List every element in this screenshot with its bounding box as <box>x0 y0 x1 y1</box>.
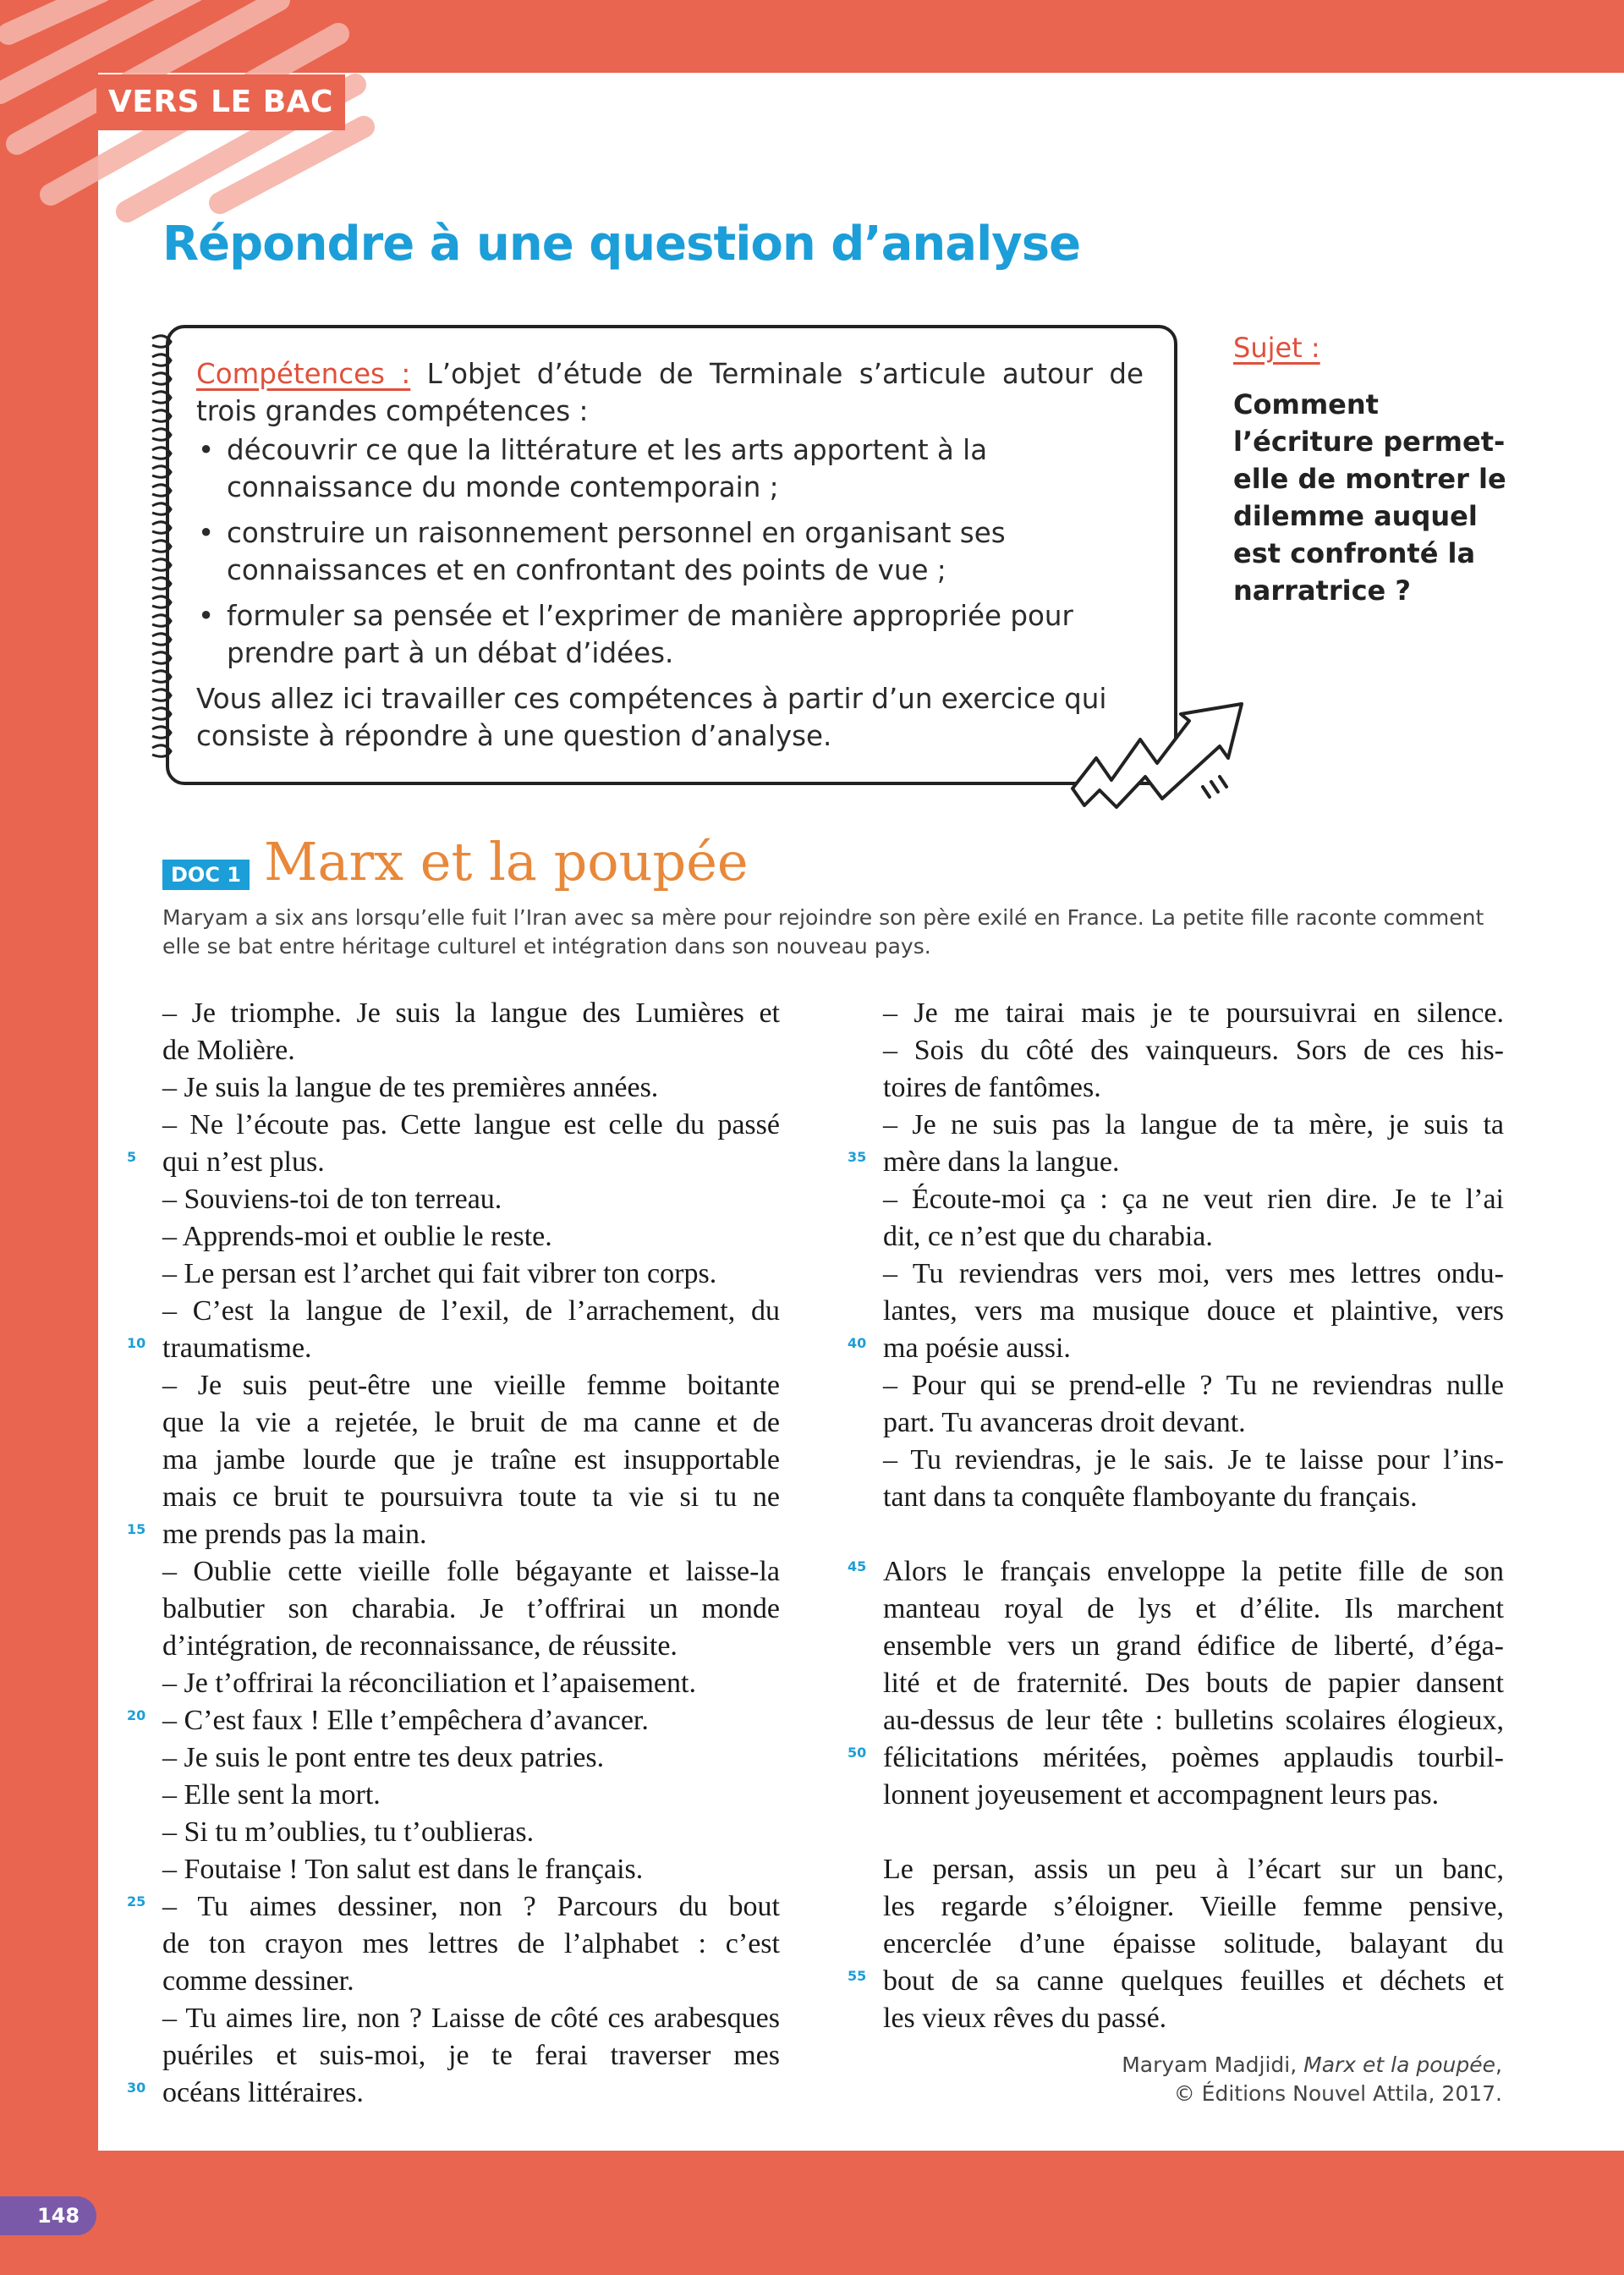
text-line: dit, ce n’est que du charabia. <box>883 1221 1213 1252</box>
source-citation <box>1122 2051 1502 2108</box>
page-title: Répondre à une question d’analyse <box>162 217 1081 272</box>
text-line: d’intégration, de reconnaissance, de réussite. <box>162 1630 678 1662</box>
line-number: 35 <box>848 1149 867 1165</box>
text-line: de ton crayon mes lettres de l’alphabet : c’est <box>162 1928 780 1959</box>
text-line: – Ne l’écoute pas. Cette langue est celle du passé <box>162 1109 780 1140</box>
line-number: 40 <box>848 1335 867 1351</box>
page-number: 148 <box>0 2196 96 2235</box>
line-number: 10 <box>127 1335 146 1351</box>
text-line: puériles et suis-moi, je te ferai traverser mes <box>162 2040 780 2071</box>
competences-text <box>196 355 1144 755</box>
notebook-spiral-icon <box>145 328 183 768</box>
text-line: – C’est la langue de l’exil, de l’arrachement, du <box>162 1295 780 1327</box>
text-line: – Tu reviendras, je le sais. Je te laisse pour l’ins- <box>883 1444 1504 1475</box>
text-line <box>848 1144 1504 1181</box>
line-number: 50 <box>848 1745 867 1761</box>
citation-author: Maryam Madjidi, <box>1122 2052 1304 2077</box>
text-line-content: – C’est faux ! Elle t’empêchera d’avancer. <box>162 1705 649 1736</box>
line-number: 5 <box>127 1149 137 1165</box>
text-line: – Sois du côté des vainqueurs. Sors de ces his- <box>883 1035 1504 1066</box>
text-line: lité et de fraternité. Des bouts de papier dansent <box>883 1668 1504 1699</box>
line-number: 25 <box>127 1893 146 1910</box>
citation-publisher: © Éditions Nouvel Attila, 2017. <box>1173 2081 1502 2106</box>
line-number: 20 <box>127 1707 146 1723</box>
competence-item: • construire un raisonnement personnel en organisant ses connaissances et en confrontant des points de vue ; <box>196 514 1144 589</box>
text-line-content: qui n’est plus. <box>162 1146 325 1178</box>
citation-comma: , <box>1495 2052 1502 2077</box>
text-line-content: océans littéraires. <box>162 2077 364 2108</box>
text-line-content: me prends pas la main. <box>162 1519 427 1550</box>
text-line: – Elle sent la mort. <box>162 1779 381 1811</box>
text-line: toires de fantômes. <box>883 1072 1101 1103</box>
text-line: de Molière. <box>162 1035 295 1066</box>
paragraph-gap <box>883 1814 1504 1851</box>
text-line: – Je t’offrirai la réconciliation et l’apaisement. <box>162 1668 696 1699</box>
rising-arrow-icon <box>1062 699 1265 809</box>
text-line: – Oublie cette vieille folle bégayante et laisse-la <box>162 1556 780 1587</box>
text-line: mais ce bruit te poursuivra toute ta vie si tu ne <box>162 1481 780 1513</box>
text-column-right <box>848 995 1504 2037</box>
text-line: balbutier son charabia. Je t’offrirai un monde <box>162 1593 780 1624</box>
sujet-label: Sujet : <box>1233 332 1320 364</box>
text-line <box>127 1144 780 1181</box>
text-line <box>848 1739 1504 1777</box>
competences-lead <box>196 355 1144 430</box>
text-line: – Je ne suis pas la langue de ta mère, je suis ta <box>883 1109 1504 1140</box>
text-line: comme dessiner. <box>162 1965 354 1997</box>
text-line: lantes, vers ma musique douce et plaintive, vers <box>883 1295 1504 1327</box>
text-line: encerclée d’une épaisse solitude, balayant du <box>883 1928 1504 1959</box>
citation-line-1 <box>1122 2051 1502 2080</box>
text-line: – Je suis le pont entre tes deux patries. <box>162 1742 605 1773</box>
text-line: manteau royal de lys et d’élite. Ils marchent <box>883 1593 1504 1624</box>
competences-label: Compétences : <box>196 358 411 390</box>
competences-outro: Vous allez ici travailler ces compétences à partir d’un exercice qui consiste à répondre à une question d’analyse. <box>196 683 1107 752</box>
text-line: – Pour qui se prend-elle ? Tu ne reviendras nulle <box>883 1370 1504 1401</box>
text-line: Le persan, assis un peu à l’écart sur un banc, <box>883 1854 1504 1885</box>
text-line: – Tu aimes lire, non ? Laisse de côté ces arabesques <box>162 2003 780 2034</box>
text-line: – Je suis la langue de tes premières années. <box>162 1072 659 1103</box>
citation-title: Marx et la poupée <box>1303 2052 1496 2077</box>
text-line <box>127 1330 780 1367</box>
text-line: – Je suis peut-être une vieille femme boitante <box>162 1370 780 1401</box>
text-line: au-dessus de leur tête : bulletins scolaires élogieux, <box>883 1705 1504 1736</box>
text-line: que la vie a rejetée, le bruit de ma canne et de <box>162 1407 780 1438</box>
text-line <box>848 1553 1504 1591</box>
doc-title: Marx et la poupée <box>264 831 749 893</box>
paragraph-gap <box>883 1516 1504 1553</box>
line-number: 30 <box>127 2080 146 2096</box>
text-line: part. Tu avanceras droit devant. <box>883 1407 1246 1438</box>
text-line: – Écoute-moi ça : ça ne veut rien dire. Je te l’ai <box>883 1184 1504 1215</box>
text-line: – Si tu m’oublies, tu t’oublieras. <box>162 1816 535 1848</box>
text-column-left <box>127 995 780 2112</box>
section-tag: VERS LE BAC <box>96 74 345 130</box>
text-line <box>127 1702 780 1739</box>
doc-badge: DOC 1 <box>162 860 250 890</box>
text-line-content: mère dans la langue. <box>883 1146 1120 1178</box>
line-number: 55 <box>848 1968 867 1984</box>
competences-list <box>196 431 1144 672</box>
text-line: – Le persan est l’archet qui fait vibrer ton corps. <box>162 1258 717 1289</box>
text-line <box>127 2074 780 2112</box>
text-line-content: traumatisme. <box>162 1333 312 1364</box>
text-line <box>127 1516 780 1553</box>
sujet-question: Comment l’écriture permet-elle de montrer le dilemme auquel est confronté la narratrice ? <box>1233 388 1506 607</box>
doc-intro: Maryam a six ans lorsqu’elle fuit l’Iran avec sa mère pour rejoindre son père exilé en France. La petite fille raconte comment elle se bat entre héritage culturel et intégration dans son nouveau pays. <box>162 905 1484 959</box>
text-line: – Tu reviendras vers moi, vers mes lettres ondu- <box>883 1258 1504 1289</box>
text-line-content: Alors le français enveloppe la petite fille de son <box>883 1556 1504 1587</box>
text-line: les vieux rêves du passé. <box>883 2003 1167 2034</box>
text-line-content: ma poésie aussi. <box>883 1333 1071 1364</box>
line-number: 15 <box>127 1521 146 1537</box>
text-line-content: félicitations méritées, poèmes applaudis tourbil- <box>883 1742 1504 1773</box>
text-line: ma jambe lourde que je traîne est insupportable <box>162 1444 780 1475</box>
text-line: – Foutaise ! Ton salut est dans le français. <box>162 1854 644 1885</box>
text-line: ensemble vers un grand édifice de liberté, d’éga- <box>883 1630 1504 1662</box>
text-line <box>848 1963 1504 2000</box>
competences-intro: L’objet d’étude de Terminale s’articule autour de trois grandes compétences : <box>196 358 1144 427</box>
line-number: 45 <box>848 1558 867 1574</box>
text-line-content: bout de sa canne quelques feuilles et déchets et <box>883 1965 1504 1997</box>
text-line: les regarde s’éloigner. Vieille femme pensive, <box>883 1891 1504 1922</box>
text-line: lonnent joyeusement et accompagnent leurs pas. <box>883 1779 1440 1811</box>
text-line: tant dans ta conquête flamboyante du français. <box>883 1481 1418 1513</box>
text-line: – Je triomphe. Je suis la langue des Lumières et <box>162 997 780 1029</box>
text-line: – Souviens-toi de ton terreau. <box>162 1184 502 1215</box>
competence-item: • découvrir ce que la littérature et les arts apportent à la connaissance du monde contemporain ; <box>196 431 1144 506</box>
text-line: – Je me tairai mais je te poursuivrai en silence. <box>883 997 1504 1029</box>
text-line: – Apprends-moi et oublie le reste. <box>162 1221 552 1252</box>
competence-item: • formuler sa pensée et l’exprimer de manière appropriée pour prendre part à un débat d’idées. <box>196 597 1144 672</box>
text-line <box>848 1330 1504 1367</box>
text-line-content: – Tu aimes dessiner, non ? Parcours du bout <box>162 1891 780 1922</box>
text-line <box>127 1888 780 1926</box>
